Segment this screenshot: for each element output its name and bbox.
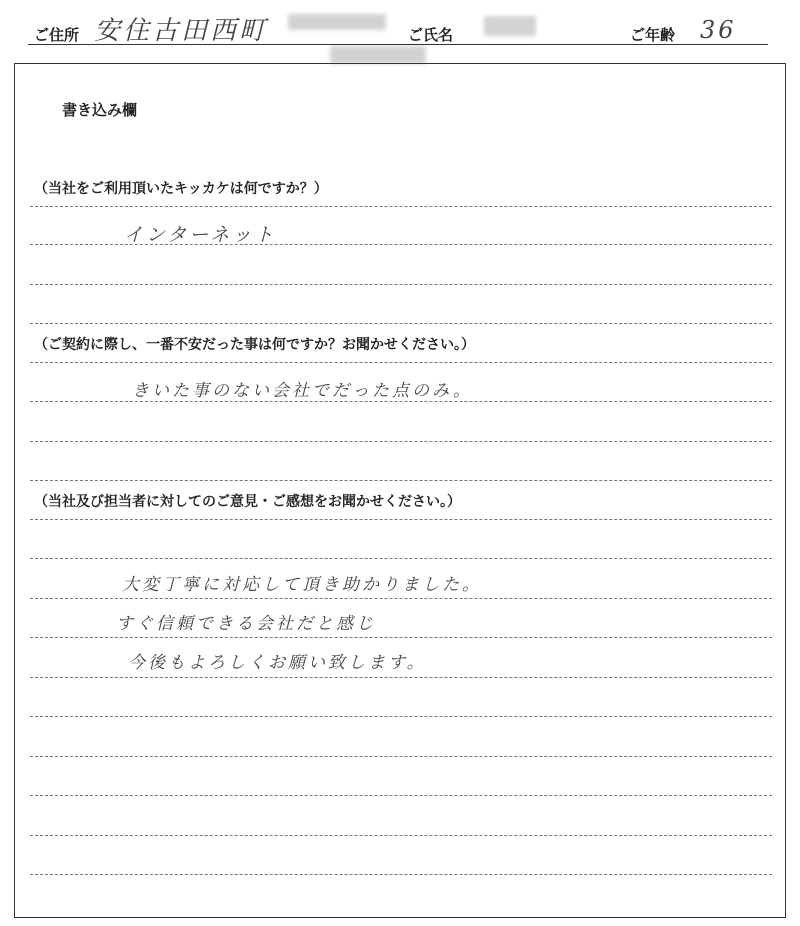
ruled-line xyxy=(30,795,772,796)
ruled-line xyxy=(30,441,772,442)
age-label: ご年齢 xyxy=(630,26,676,44)
ruled-line xyxy=(30,835,772,836)
answer-3-line-3: 今後もよろしくお願い致します。 xyxy=(128,653,427,673)
answer-3-line-1: 大変丁寧に対応して頂き助かりました。 xyxy=(122,575,482,595)
ruled-line xyxy=(30,519,772,520)
ruled-line xyxy=(30,362,772,363)
ruled-line xyxy=(30,874,772,875)
ruled-line xyxy=(30,558,772,559)
ruled-line xyxy=(30,323,772,324)
name-redaction xyxy=(484,16,536,36)
ruled-line xyxy=(30,206,772,207)
address-redaction xyxy=(288,14,386,30)
section-title: 書き込み欄 xyxy=(62,101,138,119)
answer-3-line-2: すぐ信頼できる会社だと感じ xyxy=(116,614,376,634)
ruled-line xyxy=(30,598,772,599)
header-underline xyxy=(28,44,768,45)
ruled-line xyxy=(30,716,772,717)
address-label: ご住所 xyxy=(34,26,80,44)
ruled-line xyxy=(30,637,772,638)
question-2: （ご契約に際し、一番不安だった事は何ですか？お聞かせください。） xyxy=(34,337,475,353)
ruled-line xyxy=(30,756,772,757)
answer-2-line-1: きいた事のない会社でだった点のみ。 xyxy=(132,381,474,401)
ruled-line xyxy=(30,677,772,678)
ruled-line xyxy=(30,284,772,285)
ruled-line xyxy=(30,480,772,481)
ruled-line xyxy=(30,244,772,245)
address-redaction-2 xyxy=(330,46,426,64)
address-value: 安住古田西町 xyxy=(94,16,269,46)
answer-1-line-1: インターネット xyxy=(124,224,277,246)
question-1: （当社をご利用頂いたキッカケは何ですか？） xyxy=(34,181,328,197)
ruled-line xyxy=(30,401,772,402)
question-3: （当社及び担当者に対してのご意見・ご感想をお聞かせください。） xyxy=(34,494,461,510)
name-label: ご氏名 xyxy=(408,26,454,44)
age-value: 36 xyxy=(700,16,737,44)
